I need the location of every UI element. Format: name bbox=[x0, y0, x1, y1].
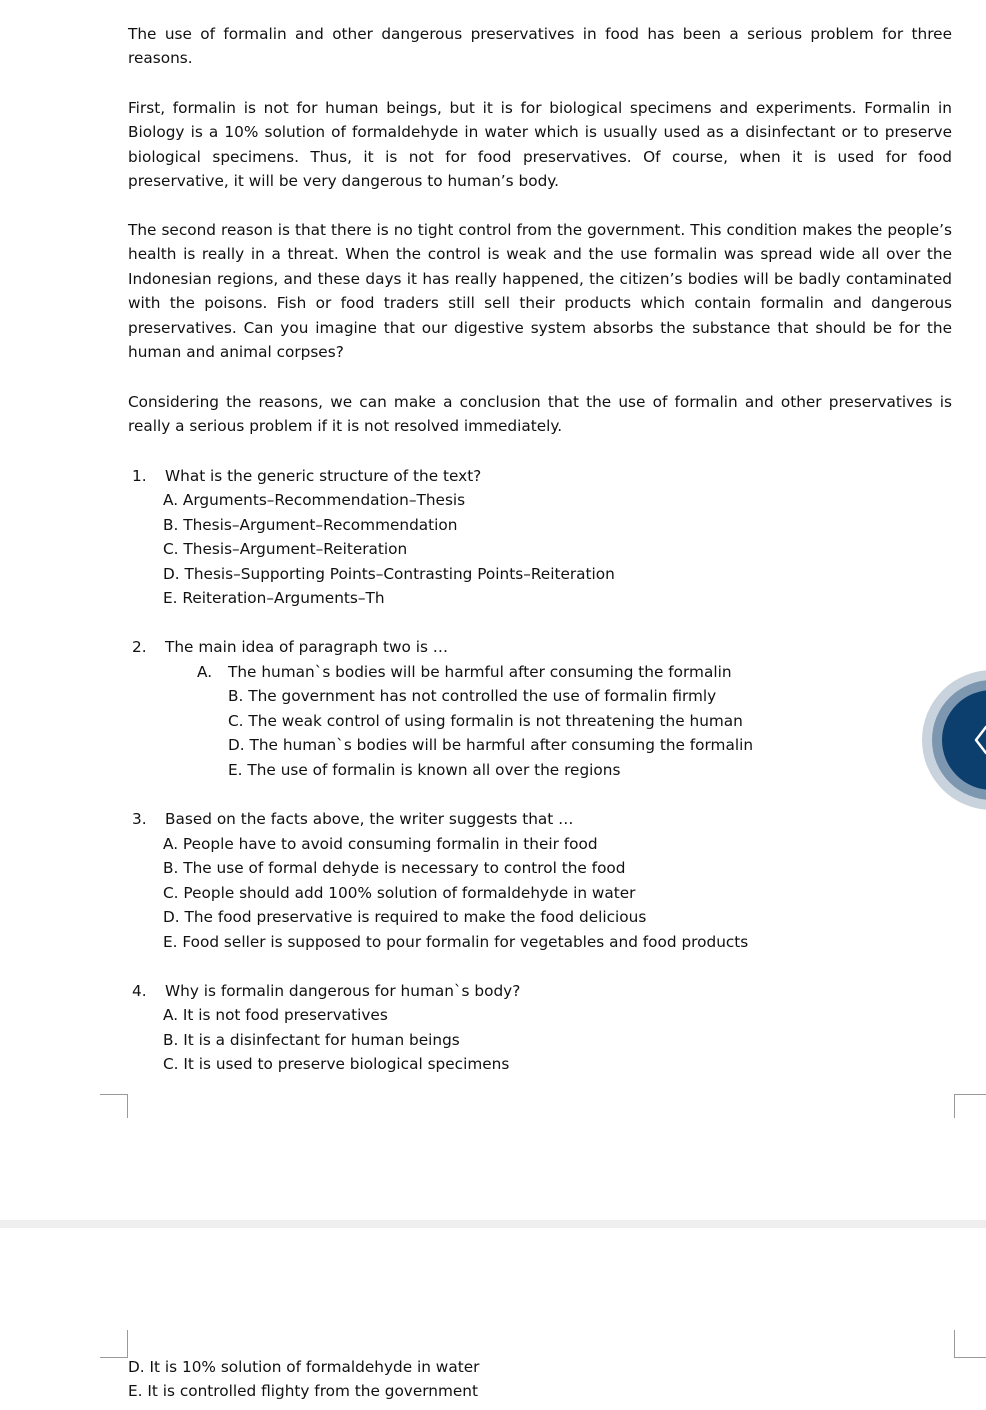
option-d: D. The food preservative is required to make the food delicious bbox=[163, 908, 647, 926]
option-b: B. It is a disinfectant for human beings bbox=[163, 1031, 460, 1049]
crop-mark-top-right bbox=[954, 1357, 986, 1358]
question-text: The main idea of paragraph two is … bbox=[165, 638, 449, 656]
crop-mark-bottom-left bbox=[127, 1094, 128, 1118]
option-c: C. It is used to preserve biological specimens bbox=[163, 1055, 510, 1073]
option-d: D. It is 10% solution of formaldehyde in water bbox=[128, 1358, 480, 1376]
question-text: Why is formalin dangerous for human`s body? bbox=[165, 982, 521, 1000]
crop-mark-bottom-right bbox=[954, 1094, 955, 1118]
crop-mark-top-right bbox=[954, 1330, 955, 1358]
option-a-letter: A. bbox=[197, 663, 213, 681]
crop-mark-bottom-right bbox=[954, 1094, 986, 1095]
paragraph-intro: The use of formalin and other dangerous preservatives in food has been a serious problem for three reasons. bbox=[128, 25, 952, 68]
crop-mark-top-left bbox=[100, 1357, 128, 1358]
paragraph-first-reason: First, formalin is not for human beings, but it is for biological specimens and experiments. Formalin in Biology is a 10% solution of formaldehyde in water which is usually used as a disinfectant or to preserve biological specimens. Thus, it is not for food preservatives. Of course, when it is used for food preservative, it will be very dangerous to human’s body. bbox=[128, 99, 952, 191]
previous-page-button[interactable] bbox=[922, 670, 986, 810]
option-d: D. Thesis–Supporting Points–Contrasting Points–Reiteration bbox=[163, 565, 615, 583]
paragraph-second-reason: The second reason is that there is no tight control from the government. This condition makes the people’s health is really in a threat. When the control is weak and the use formalin was spread wide all over the Indonesian regions, and these days it has really happened, the citizen’s bodies will be badly contaminated with the poisons. Fish or food traders still sell their products which contain formalin and dangerous preservatives. Can you imagine that our digestive system absorbs the substance that should be for the human and animal corpses? bbox=[128, 221, 952, 362]
option-a: A. People have to avoid consuming formalin in their food bbox=[163, 835, 598, 853]
option-c: C. Thesis–Argument–Reiteration bbox=[163, 540, 408, 558]
paragraph-conclusion: Considering the reasons, we can make a conclusion that the use of formalin and other preservatives is really a serious problem if it is not resolved immediately. bbox=[128, 393, 952, 436]
question-number: 4. bbox=[132, 982, 147, 1000]
question-text: What is the generic structure of the text? bbox=[165, 467, 482, 485]
document-page-2 bbox=[0, 1228, 986, 1410]
option-e: E. Food seller is supposed to pour formalin for vegetables and food products bbox=[163, 933, 749, 951]
page-separator bbox=[0, 1220, 986, 1228]
question-number: 2. bbox=[132, 638, 147, 656]
chevron-left-icon bbox=[974, 725, 986, 755]
question-number: 1. bbox=[132, 467, 147, 485]
crop-mark-top-left bbox=[127, 1330, 128, 1358]
option-c: C. The weak control of using formalin is not threatening the human bbox=[228, 712, 743, 730]
option-e: E. It is controlled flighty from the government bbox=[128, 1382, 478, 1400]
option-b: B. The use of formal dehyde is necessary to control the food bbox=[163, 859, 626, 877]
option-e: E. Reiteration–Arguments–Th bbox=[163, 589, 385, 607]
option-a: A. Arguments–Recommendation–Thesis bbox=[163, 491, 466, 509]
crop-mark-bottom-left bbox=[100, 1094, 128, 1095]
option-a: A. It is not food preservatives bbox=[163, 1006, 388, 1024]
option-c: C. People should add 100% solution of formaldehyde in water bbox=[163, 884, 636, 902]
option-b: B. The government has not controlled the use of formalin firmly bbox=[228, 687, 717, 705]
question-number: 3. bbox=[132, 810, 147, 828]
option-d: D. The human`s bodies will be harmful after consuming the formalin bbox=[228, 736, 754, 754]
question-text: Based on the facts above, the writer suggests that … bbox=[165, 810, 574, 828]
option-b: B. Thesis–Argument–Recommendation bbox=[163, 516, 458, 534]
option-a: The human`s bodies will be harmful after consuming the formalin bbox=[228, 663, 732, 681]
option-e: E. The use of formalin is known all over the regions bbox=[228, 761, 621, 779]
